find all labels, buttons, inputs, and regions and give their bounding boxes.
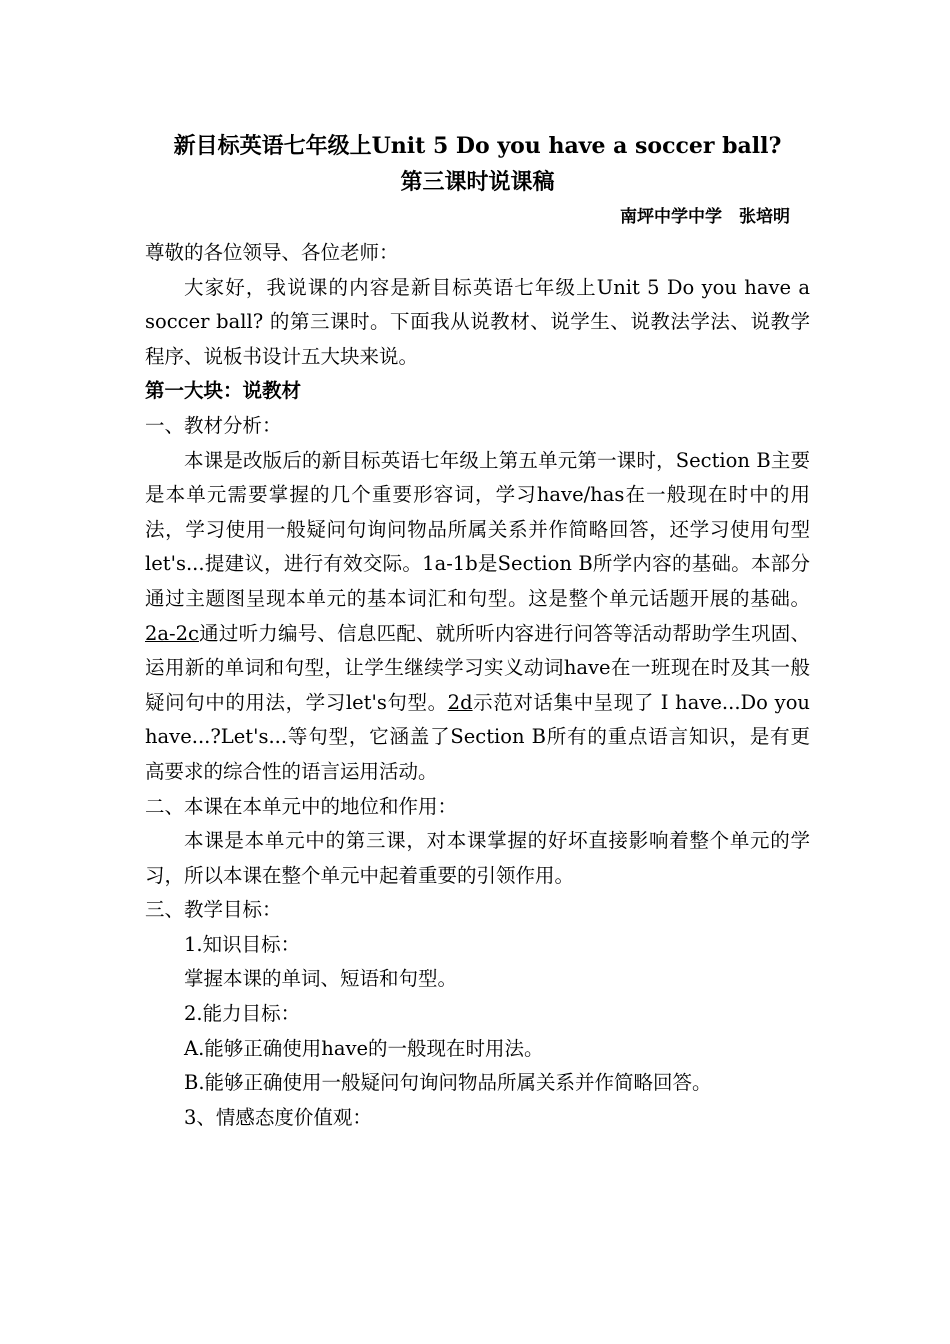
goal1-text: 掌握本课的单词、短语和句型。 [184,967,458,991]
section1-text-a: 本课是改版后的新目标英语七年级上第五单元第一课时，Section B主要是本单元需要掌握的几个重要形容词，学习have/has在一般现在时中的用法，学习使用一般疑问句询问物品所属关系并作简略回答，还学习使用句型let's...提建议，进行有效交际。1a-1b是Section B所学内容的基础。本部分通过主题图呈现本单元的基本词汇和句型。这是整个单元话题开展的基础。 [145,448,810,610]
greeting: 尊敬的各位领导、各位老师： [145,241,399,264]
section1-text-c: 示范对话集中呈现了 I have...Do you have...?Let's...等句型，它涵盖了Section B所有的重点语言知识，是有更高要求的综合性的语言运用活动。 [145,690,810,783]
part1-heading: 第一大块：说教材 [145,379,302,403]
section1-text-b: 通过听力编号、信息匹配、就所听内容进行问答等活动帮助学生巩固、运用新的单词和句型，让学生继续学习实义动词have在一班现在时及其一般疑问句中的用法，学习let's句型。 [145,621,810,714]
section1-underlined-ref-2: 2d [447,690,473,714]
section3-heading: 三、教学目标： [145,898,282,922]
document-title-line1: 新目标英语七年级上Unit 5 Do you have a soccer ball? [173,133,782,159]
section1-underlined-ref-1: 2a-2c [145,621,199,645]
goal3-heading: 3、情感态度价值观： [184,1105,372,1129]
section1-paragraph [145,444,810,790]
goal2-item-a: A.能够正确使用have的一般现在时用法。 [184,1036,544,1060]
goal2-item-b: B.能够正确使用一般疑问句询问物品所属关系并作简略回答。 [184,1071,712,1095]
goal2-heading: 2.能力目标： [184,1002,301,1026]
author-line: 南坪中学中学 张培明 [620,207,790,227]
section2-paragraph: 本课是本单元中的第三课，对本课掌握的好坏直接影响着整个单元的学习，所以本课在整个单元中起着重要的引领作用。 [145,829,810,887]
document-title-line2: 第三课时说课稿 [400,169,555,195]
section2-heading: 二、本课在本单元中的地位和作用： [145,794,458,818]
goal1-heading: 1.知识目标： [184,932,301,956]
section1-heading: 一、教材分析： [145,413,282,437]
intro-paragraph: 大家好，我说课的内容是新目标英语七年级上Unit 5 Do you have a soccer ball? 的第三课时。下面我从说教材、说学生、说教法学法、说教学程序、说板书设计五大块来说。 [145,275,810,368]
